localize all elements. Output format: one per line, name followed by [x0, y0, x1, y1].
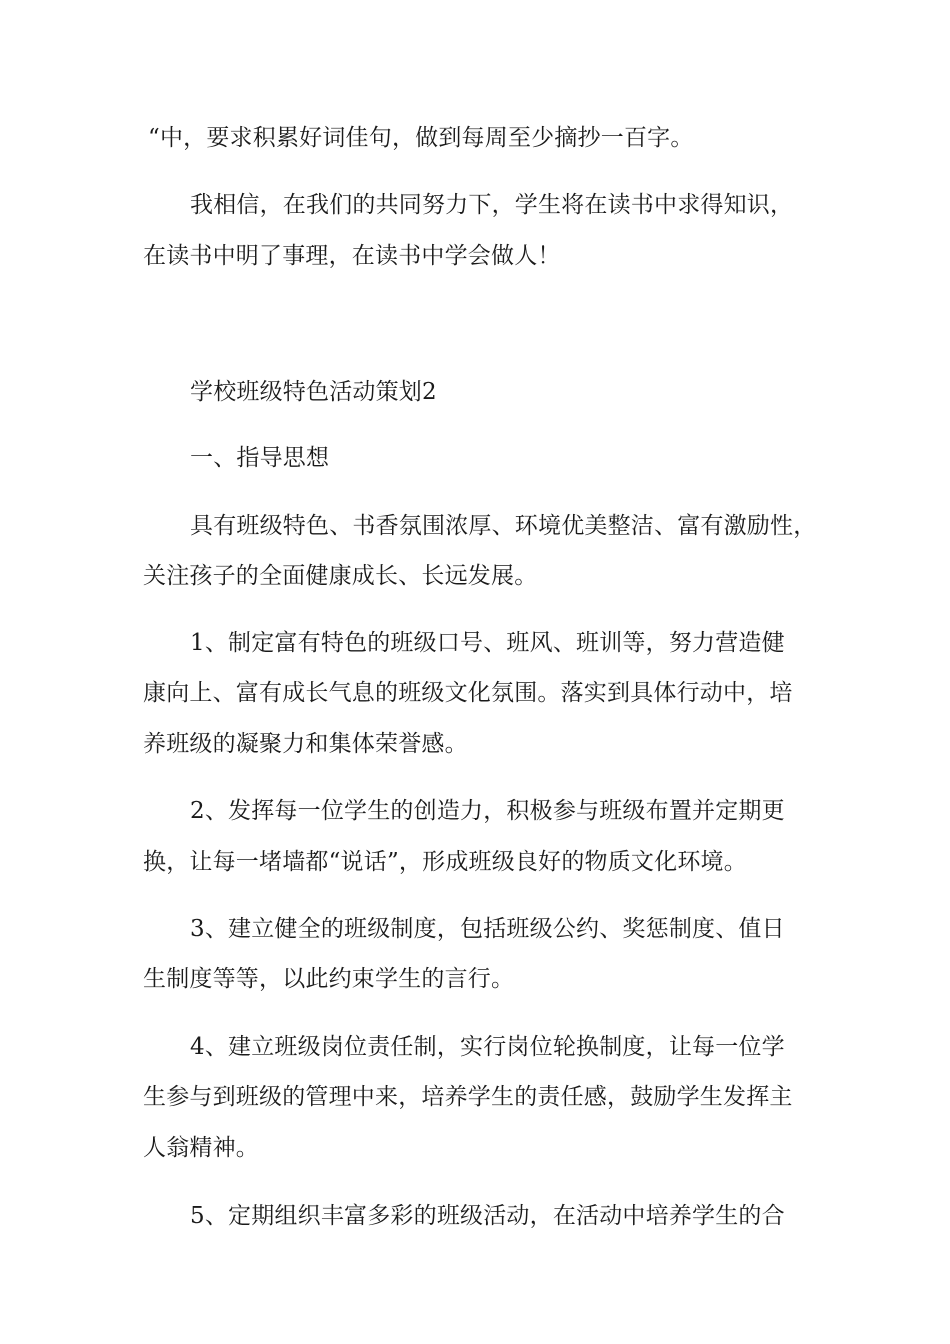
continuation-line: “中，要求积累好词佳句，做到每周至少摘抄一百字。 [148, 125, 694, 151]
item-2-line-1: 2、发挥每一位学生的创造力，积极参与班级布置并定期更 [190, 798, 785, 824]
item-3-line-1: 3、建立健全的班级制度，包括班级公约、奖惩制度、值日 [190, 916, 785, 942]
item-2-line-2: 换，让每一堵墙都“说话”，形成班级良好的物质文化环境。 [143, 849, 747, 875]
heading-guiding-ideology: 一、指导思想 [190, 445, 330, 471]
item-4-line-3: 人翁精神。 [143, 1135, 259, 1161]
item-1-line-3: 养班级的凝聚力和集体荣誉感。 [143, 731, 468, 757]
guiding-paragraph-line-1: 具有班级特色、书香氛围浓厚、环境优美整洁、富有激励性， [190, 513, 817, 539]
item-1-line-2: 康向上、富有成长气息的班级文化氛围。落实到具体行动中，培 [143, 680, 793, 706]
item-4-line-2: 生参与到班级的管理中来，培养学生的责任感，鼓励学生发挥主 [143, 1084, 793, 1110]
guiding-paragraph-line-2: 关注孩子的全面健康成长、长远发展。 [143, 563, 538, 589]
item-4-line-1: 4、建立班级岗位责任制，实行岗位轮换制度，让每一位学 [190, 1034, 785, 1060]
item-5-line-1: 5、定期组织丰富多彩的班级活动，在活动中培养学生的合 [190, 1203, 785, 1229]
item-1-line-1: 1、制定富有特色的班级口号、班风、班训等，努力营造健 [190, 630, 785, 656]
closing-paragraph-line-2: 在读书中明了事理，在读书中学会做人！ [143, 243, 561, 269]
closing-paragraph-line-1: 我相信，在我们的共同努力下，学生将在读书中求得知识， [190, 192, 794, 218]
item-3-line-2: 生制度等等，以此约束学生的言行。 [143, 966, 515, 992]
section-title: 学校班级特色活动策划2 [190, 379, 437, 405]
